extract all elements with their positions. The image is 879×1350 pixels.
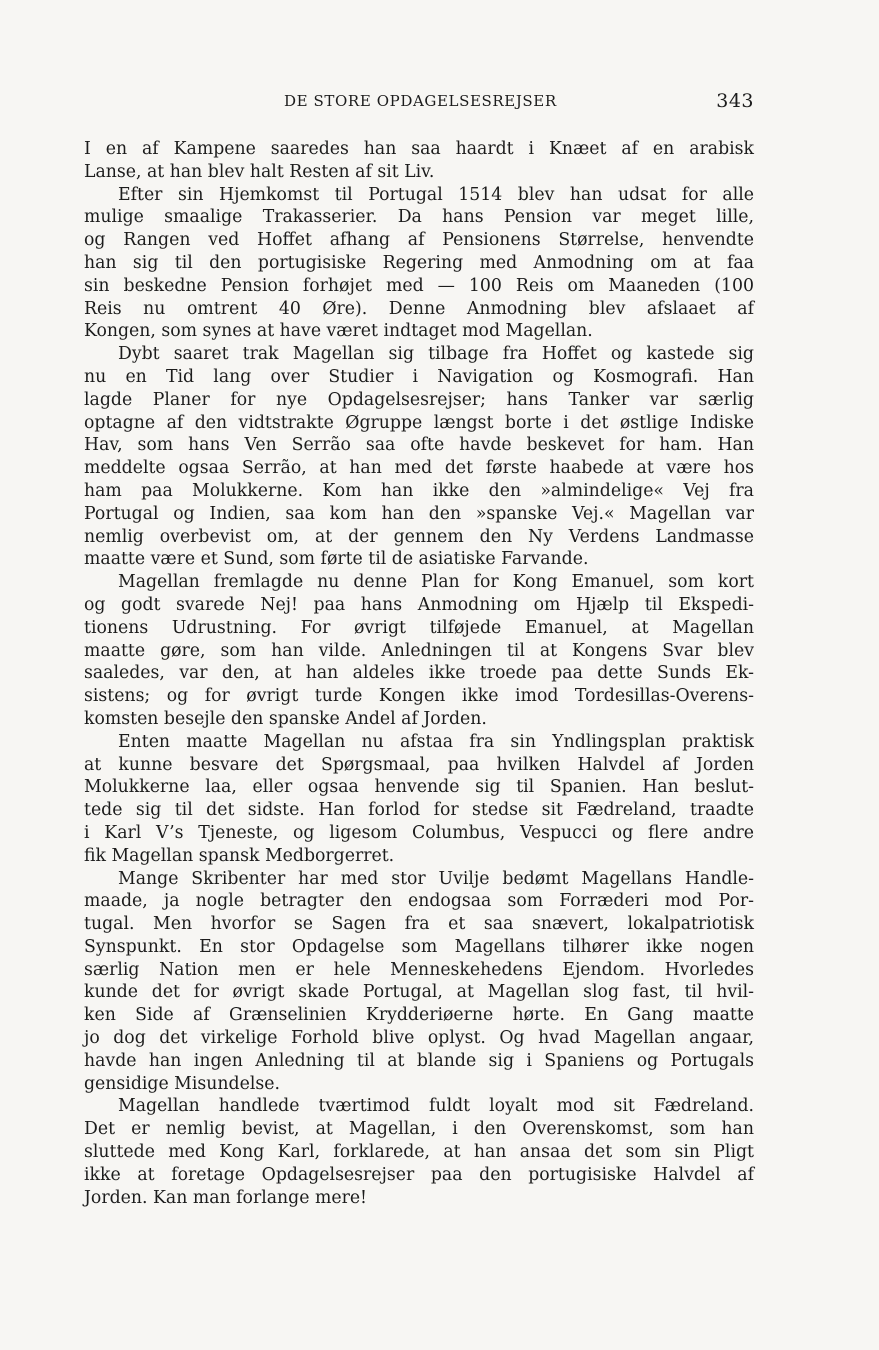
text-line: Efter sin Hjemkomst til Portugal 1514 blev han udsat for alle: [118, 184, 754, 205]
text-line: I en af Kampene saaredes han saa haardt i Knæet af en arabisk: [84, 139, 754, 159]
text-line: jo dog det virkelige Forhold blive oplyst. Og hvad Magellan angaar,: [84, 1028, 754, 1049]
text-line: komsten besejle den spanske Andel af Jorden.: [84, 708, 487, 729]
text-line: maade, ja nogle betragter den endogsaa som Forræderi mod Por-: [84, 891, 754, 912]
running-title: DE STORE OPDAGELSESREJSER: [284, 92, 557, 110]
body-text: [84, 138, 754, 1209]
text-line: maatte gøre, som han vilde. Anledningen til at Kongens Svar blev: [84, 640, 754, 661]
text-line: Jorden. Kan man forlange mere!: [84, 1187, 367, 1208]
text-line: nemlig overbevist om, at der gennem den Ny Verdens Landmasse: [84, 526, 754, 547]
text-line: ikke at foretage Opdagelsesrejser paa den portugisiske Halvdel af: [84, 1164, 754, 1185]
text-line: sluttede med Kong Karl, forklarede, at han ansaa det som sin Pligt: [84, 1142, 754, 1163]
text-line: Magellan fremlagde nu denne Plan for Kong Emanuel, som kort: [118, 572, 754, 593]
text-line: Magellan handlede tværtimod fuldt loyalt mod sit Fædreland.: [118, 1096, 754, 1117]
text-line: Molukkerne laa, eller ogsaa henvende sig til Spanien. Han beslut-: [84, 777, 754, 798]
text-line: meddelte ogsaa Serrão, at han med det første haabede at være hos: [84, 458, 754, 479]
text-line: ken Side af Grænselinien Krydderiøerne hørte. En Gang maatte: [84, 1005, 754, 1026]
text-line: Kongen, som synes at have været indtaget mod Magellan.: [84, 321, 593, 342]
running-header: [84, 90, 754, 118]
text-line: sistens; og for øvrigt turde Kongen ikke imod Tordesillas-Overens-: [84, 686, 754, 707]
text-line: Portugal og Indien, saa kom han den »spanske Vej.« Magellan var: [84, 503, 754, 524]
text-line: mulige smaalige Trakasserier. Da hans Pension var meget lille,: [84, 207, 754, 228]
text-line: kunde det for øvrigt skade Portugal, at Magellan slog fast, til hvil-: [84, 982, 754, 1003]
text-line: ham paa Molukkerne. Kom han ikke den »almindelige« Vej fra: [84, 480, 754, 501]
text-line: og godt svarede Nej! paa hans Anmodning om Hjælp til Ekspedi-: [84, 594, 754, 615]
text-line: og Rangen ved Hoffet afhang af Pensionens Størrelse, henvendte: [84, 230, 754, 251]
text-line: fik Magellan spansk Medborgerret.: [84, 845, 395, 866]
text-line: tugal. Men hvorfor se Sagen fra et saa snævert, lokalpatriotisk: [84, 914, 754, 935]
text-line: Synspunkt. En stor Opdagelse som Magellans tilhører ikke nogen: [84, 936, 754, 957]
text-line: sin beskedne Pension forhøjet med — 100 Reis om Maaneden (100: [84, 275, 754, 296]
text-line: saaledes, var den, at han aldeles ikke troede paa dette Sunds Ek-: [84, 663, 754, 684]
text-line: lagde Planer for nye Opdagelsesrejser; hans Tanker var særlig: [84, 389, 754, 410]
text-line: optagne af den vidtstrakte Øgruppe længst borte i det østlige Indiske: [84, 412, 754, 433]
text-line: Enten maatte Magellan nu afstaa fra sin Yndlingsplan praktisk: [118, 731, 754, 752]
page-number: 343: [716, 90, 754, 112]
text-line: Reis nu omtrent 40 Øre). Denne Anmodning blev afslaaet af: [84, 298, 754, 319]
text-line: tionens Udrustning. For øvrigt tilføjede Emanuel, at Magellan: [84, 617, 754, 638]
text-line: at kunne besvare det Spørgsmaal, paa hvilken Halvdel af Jorden: [84, 754, 754, 775]
text-line: gensidige Misundelse.: [84, 1073, 280, 1094]
text-line: han sig til den portugisiske Regering med Anmodning om at faa: [84, 252, 754, 273]
text-line: Dybt saaret trak Magellan sig tilbage fra Hoffet og kastede sig: [118, 344, 754, 365]
text-line: Hav, som hans Ven Serrão saa ofte havde beskevet for ham. Han: [84, 435, 754, 456]
text-line: nu en Tid lang over Studier i Navigation og Kosmografi. Han: [84, 366, 754, 387]
text-line: Mange Skribenter har med stor Uvilje bedømt Magellans Handle-: [118, 868, 754, 889]
text-line: særlig Nation men er hele Menneskehedens Ejendom. Hvorledes: [84, 959, 754, 980]
text-line: havde han ingen Anledning til at blande sig i Spaniens og Portugals: [84, 1050, 754, 1071]
text-line: tede sig til det sidste. Han forlod for stedse sit Fædreland, traadte: [84, 800, 754, 821]
text-line: Det er nemlig bevist, at Magellan, i den Overenskomst, som han: [84, 1119, 754, 1140]
text-line: i Karl V’s Tjeneste, og ligesom Columbus, Vespucci og flere andre: [84, 822, 754, 843]
text-line: maatte være et Sund, som førte til de asiatiske Farvande.: [84, 549, 589, 570]
text-line: Lanse, at han blev halt Resten af sit Liv.: [84, 161, 435, 182]
